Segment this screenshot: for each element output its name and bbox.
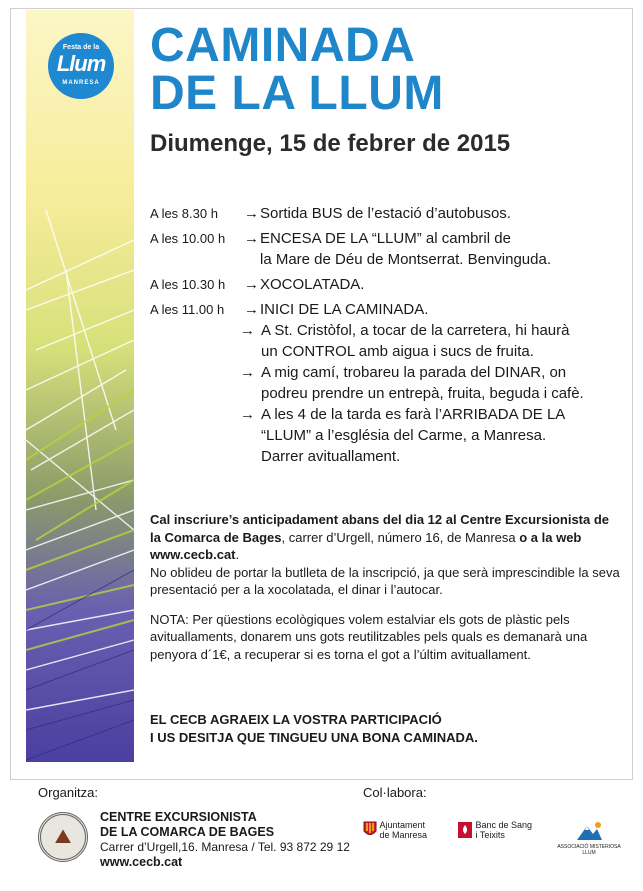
schedule-item [150,228,620,270]
shield-icon [363,821,377,839]
schedule-item [150,274,620,295]
subitem-text [261,404,620,467]
subitem-line: A les 4 de la tarda es farà l’ARRIBADA DE LA [261,406,566,423]
arrow-icon: → [240,364,255,381]
org-name-line2: DE LA COMARCA DE BAGES [100,825,275,839]
subitem-line: “LLUM” a l’església del Carme, a Manresa. [261,427,547,444]
subitem-line: Darrer avituallament. [261,448,401,465]
sponsor-line: i Teixits [475,830,505,840]
schedule-text [260,274,620,295]
thanks-line2: I US DESITJA QUE TINGUEU UNA BONA CAMINADA. [150,730,478,745]
subitem-line: A St. Cristòfol, a tocar de la carretera, hi haurà [261,322,570,339]
subitem-text [261,362,620,404]
logo-line1: Festa de la [62,44,100,51]
arrow-icon: → [240,322,255,339]
registration-note: No oblideu de portar la butlleta de la inscripció, ja que serà imprescindible la seva presentació per a la xocolatada, el dinar i l’autocar. [150,564,620,597]
poster-title [150,19,444,120]
sponsor-line: Ajuntament [379,820,426,830]
schedule-time: A les 8.30 h [150,206,218,221]
schedule-item [150,299,620,320]
schedule-time: A les 10.30 h [150,277,226,292]
sponsor-banc-de-sang [457,820,542,860]
org-address: Carrer d’Urgell,16. Manresa / Tel. 93 872 29 12 [100,840,350,854]
event-date: Diumenge, 15 de febrer de 2015 [150,130,511,157]
decorative-sidebar-artwork [26,10,134,762]
registration-paragraph [150,511,620,599]
schedule-text [260,299,620,320]
subitem-line: A mig camí, trobareu la parada del DINAR, on [261,364,567,381]
subitem-line: un CONTROL amb aigua i sucs de fruita. [261,343,534,360]
arrow-icon: → [244,205,259,222]
registration-web: o a la web www.cecb.cat [150,529,582,562]
schedule-time: A les 11.00 h [150,302,225,317]
schedule-line: la Mare de Déu de Montserrat. Benvinguda. [260,251,551,268]
thanks-message [150,711,478,747]
cecb-seal-logo: ⛰ [38,812,88,862]
schedule-line: Sortida BUS de l’estació d’autobusos. [260,205,511,222]
subitem-line: podreu prendre un entrepà, fruita, beguda i cafè. [261,385,584,402]
arrow-icon: → [240,406,255,423]
registration-normal-1: , carrer d’Urgell, número 16, de Manresa [281,529,520,545]
blood-drop-icon [457,821,473,839]
title-line2: DE LA LLUM [150,67,444,120]
schedule-line: ENCESA DE LA “LLUM” al cambril de [260,230,511,247]
collabora-label: Col·labora: [363,785,427,800]
schedule-text [260,228,620,270]
schedule-line: XOCOLATADA. [260,276,365,293]
schedule-time: A les 10.00 h [150,231,226,246]
schedule-subitem [150,362,620,404]
subitem-text [261,320,620,362]
nota-paragraph: NOTA: Per qüestions ecològiques volem estalviar els gots de plàstic pels avituallaments, donarem uns gots reutilitzables pels quals es demanarà una penyora d´1€, a recuperar si es torna el got a l’últim avituallament. [150,611,588,662]
title-line1: CAMINADA [150,19,416,72]
sponsor-line: ASSOCIACIÓ MISTERIOSA LLUM [557,844,621,856]
logo-line2: Llum [56,51,106,76]
schedule-subitem [150,320,620,362]
arrow-icon: → [244,301,259,318]
mountain-star-icon [575,820,603,842]
logo-line3: MANRESA [62,80,100,86]
festa-de-la-llum-logo [48,33,114,99]
org-name-line1: CENTRE EXCURSIONISTA [100,810,257,824]
schedule [150,203,620,467]
schedule-item [150,203,620,224]
organitza-label: Organitza: [38,785,98,800]
organizer-info [100,810,350,870]
schedule-text [260,203,620,224]
sponsor-ajuntament [363,820,443,860]
arrow-icon: → [244,230,259,247]
schedule-subitem [150,404,620,467]
schedule-line: INICI DE LA CAMINADA. [260,301,429,318]
org-web: www.cecb.cat [100,855,183,869]
arrow-icon: → [244,276,259,293]
sponsor-line: Banc de Sang [475,820,533,830]
sponsor-line: de Manresa [379,830,428,840]
registration-normal-2: . [235,547,240,562]
thanks-line1: EL CECB AGRAEIX LA VOSTRA PARTICIPACIÓ [150,712,442,727]
registration-bold-1: Cal inscriure’s anticipadament abans del dia 12 al Centre Excursionista de la Comarca de Bages [150,512,610,545]
sponsor-associacio [554,820,624,860]
registration-info [150,511,620,675]
